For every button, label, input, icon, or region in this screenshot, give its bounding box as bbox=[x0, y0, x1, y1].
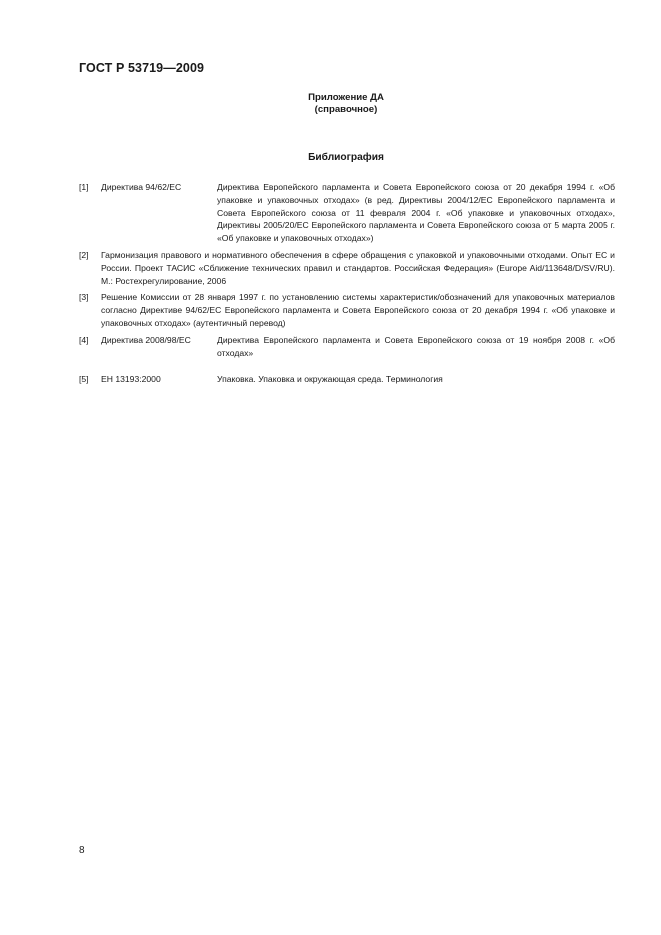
entry-description: Гармонизация правового и нормативного обеспечения в сфере обращения с упаковкой и упаковочными отходами. Опыт ЕС и России. Проект ТАСИС «Сближение технических правил и стандартов. Российская Федерация» (Europe Aid/113648/D/SV/RU). М.: Ростехрегулирование, 2006 bbox=[101, 249, 615, 286]
entry-description: Директива Европейского парламента и Совета Европейского союза от 20 декабря 1994 г. «Об упаковке и упаковочных отходах» (в ред. Директивы 2004/12/ЕС Европейского парламента и Совета Европейского союза от 11 февраля 2004 г. «Об упаковке и упаковочных отходах», Директивы 2005/20/ЕС Европейского парламента и Совета Европейского союза от 5 марта 2005 г. «Об упаковке и упаковочных отходах») bbox=[217, 182, 615, 244]
entry-number: [3] bbox=[79, 292, 89, 303]
bibliography-title: Библиография bbox=[308, 152, 384, 163]
entry-number: [4] bbox=[79, 334, 89, 345]
bibliography-entry bbox=[79, 291, 615, 329]
bibliography-entry bbox=[79, 373, 615, 386]
entry-number: [1] bbox=[79, 182, 89, 192]
appendix-subtitle: (справочное) bbox=[314, 104, 378, 115]
entry-source: ЕН 13193:2000 bbox=[101, 374, 161, 385]
appendix-heading bbox=[246, 92, 446, 116]
bibliography-list bbox=[79, 181, 615, 386]
standard-code-header: ГОСТ Р 53719—2009 bbox=[79, 61, 205, 75]
appendix-title: Приложение ДА bbox=[308, 92, 384, 103]
entry-description: Директива Европейского парламента и Совета Европейского союза от 19 ноября 2008 г. «Об отходах» bbox=[217, 334, 615, 358]
entry-number: [5] bbox=[79, 374, 89, 385]
entry-source: Директива 2008/98/ЕС bbox=[101, 334, 191, 345]
bibliography-entry bbox=[79, 334, 615, 360]
entry-number: [2] bbox=[79, 249, 89, 260]
entry-source: Директива 94/62/ЕС bbox=[101, 182, 182, 192]
entry-description: Упаковка. Упаковка и окружающая среда. Терминология bbox=[217, 374, 443, 385]
page-number: 8 bbox=[79, 845, 85, 856]
bibliography-entry bbox=[79, 249, 615, 287]
entry-description: Решение Комиссии от 28 января 1997 г. по установлению системы характеристик/обозначений для упаковочных материалов согласно Директиве 94/62/ЕС Европейского парламента и Совета Европейского союза от 20 декабря 1994 г. «Об упаковке и упаковочных отходах» (аутентичный перевод) bbox=[101, 292, 615, 328]
bibliography-entry bbox=[79, 181, 615, 245]
